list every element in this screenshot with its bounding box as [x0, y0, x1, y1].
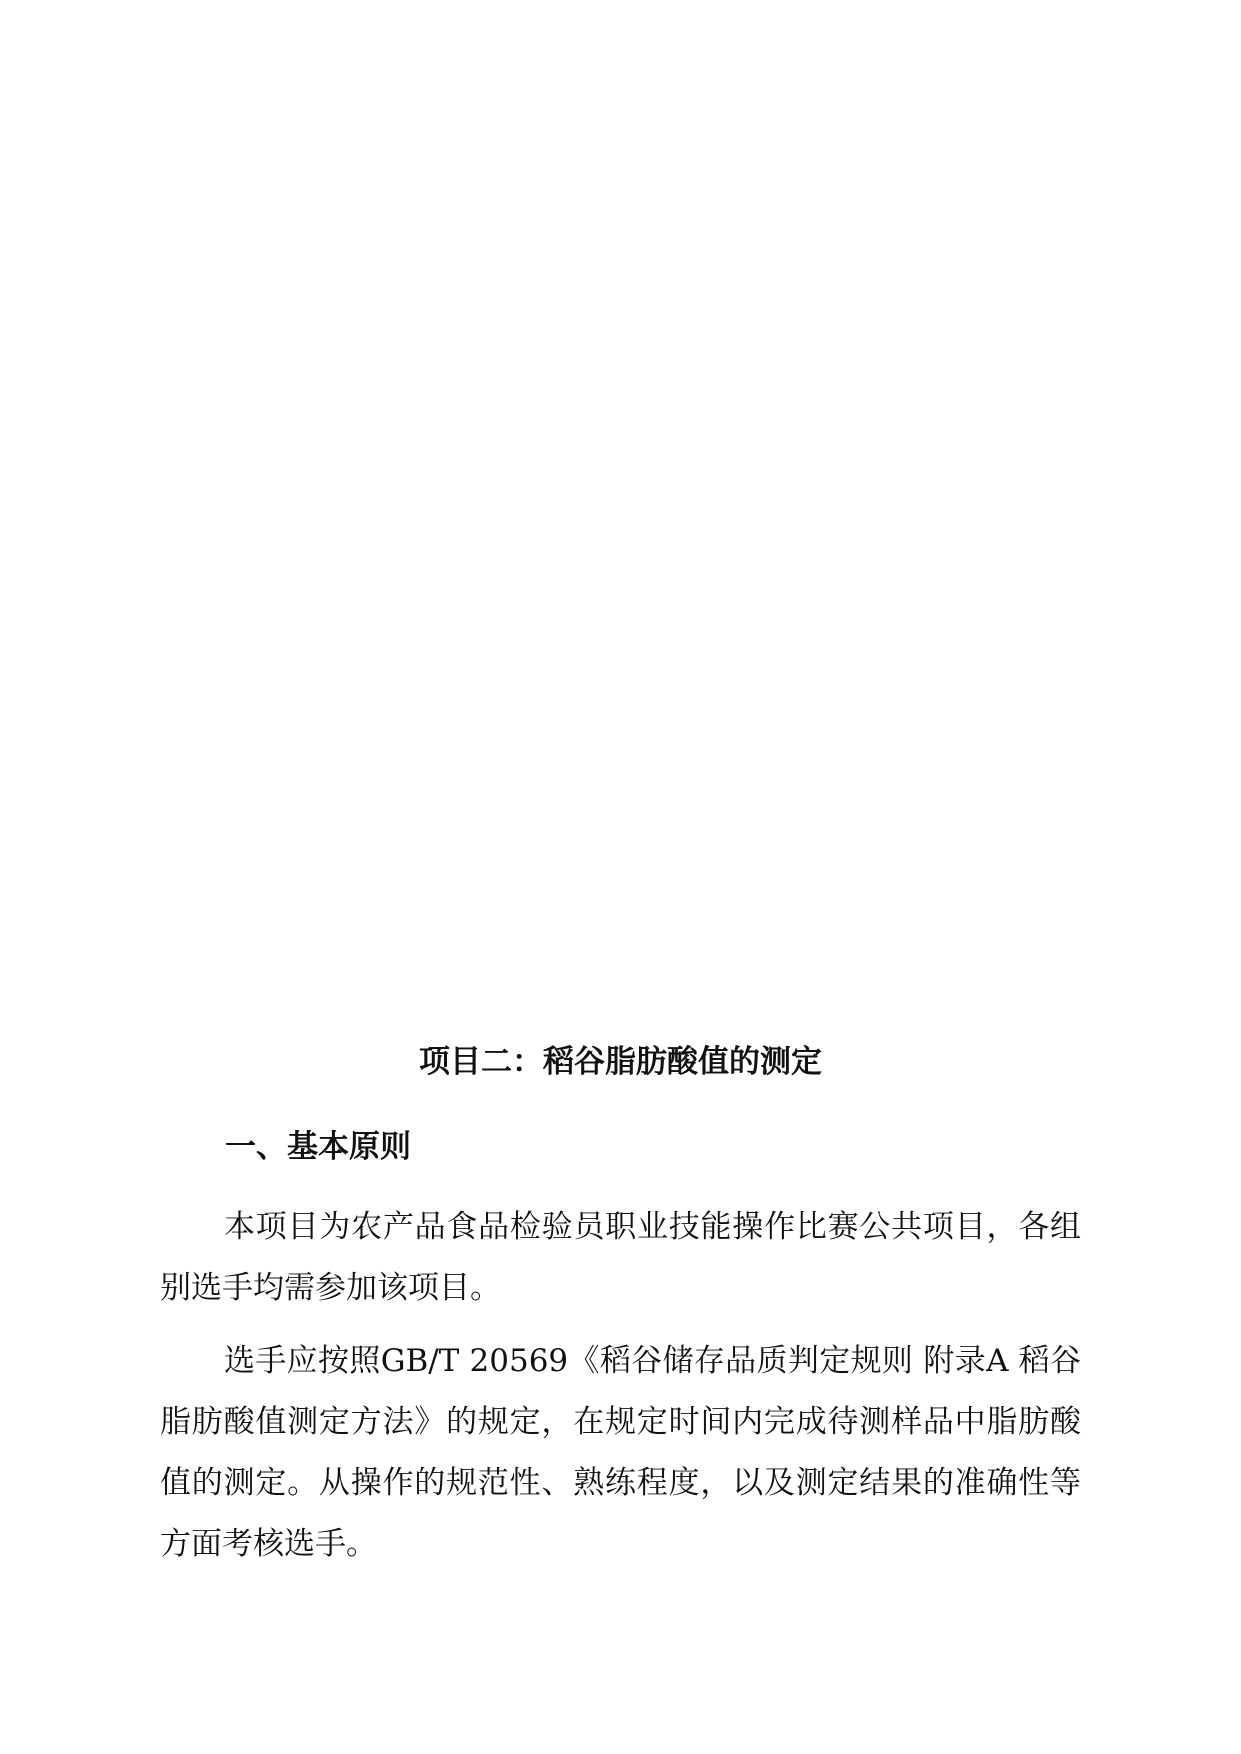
paragraph-project-scope: 本项目为农产品食品检验员职业技能操作比赛公共项目，各组别选手均需参加该项目。	[160, 1209, 1081, 1306]
section-heading-basic-principles: 一、基本原则	[225, 1129, 411, 1165]
document-title: 项目二：稻谷脂肪酸值的测定	[419, 1044, 822, 1080]
paragraph-testing-requirements: 选手应按照GB/T 20569《稻谷储存品质判定规则 附录A 稻谷脂肪酸值测定方法》的规定，在规定时间内完成待测样品中脂肪酸值的测定。从操作的规范性、熟练程度，以及测定结果的准确性等方面考核选手。	[160, 1343, 1081, 1562]
